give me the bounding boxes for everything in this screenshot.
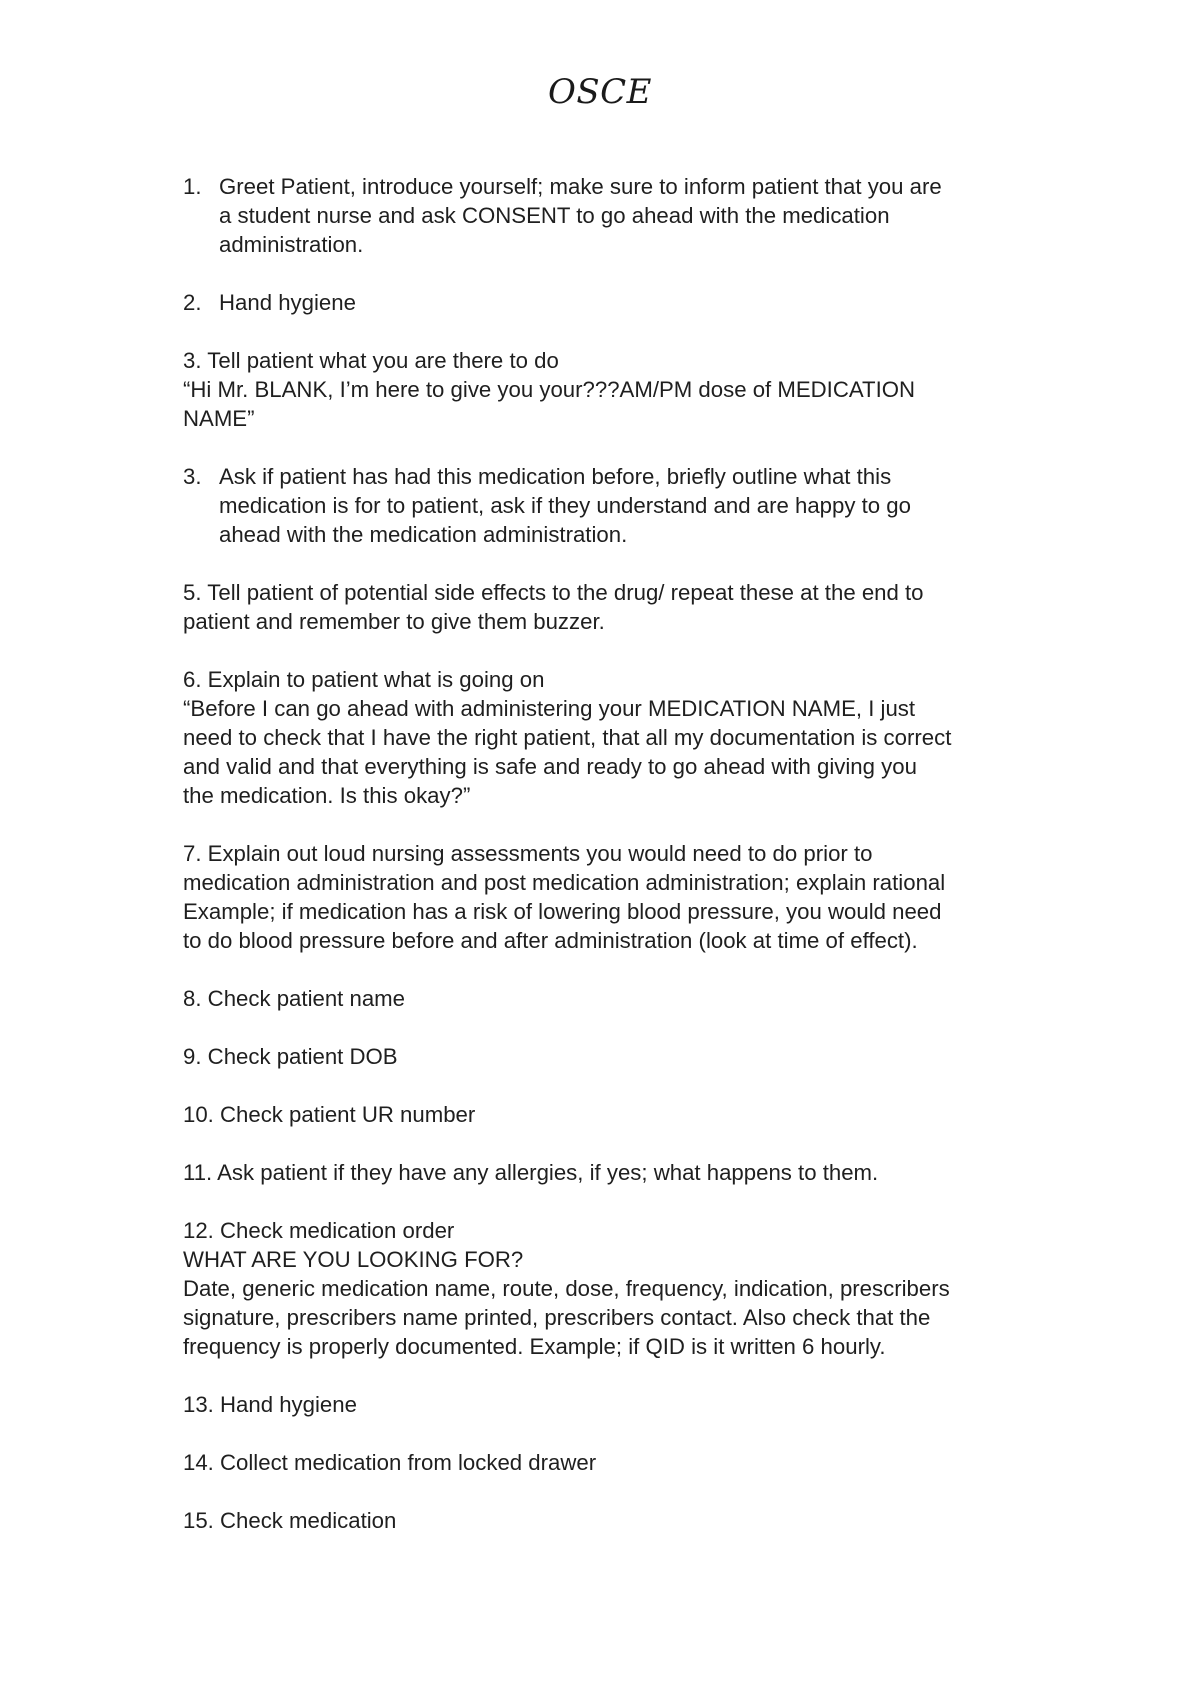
item-line: 3. Tell patient what you are there to do: [183, 348, 559, 373]
item-line: to do blood pressure before and after administration (look at time of effect).: [183, 928, 918, 953]
list-item: [183, 1390, 1043, 1419]
list-item: [183, 288, 1043, 317]
list-item: [183, 665, 1043, 810]
item-number: 1.: [183, 174, 202, 199]
list-item: [183, 1216, 1043, 1361]
item-line: administration.: [219, 232, 364, 257]
list-item: [183, 1158, 1043, 1187]
item-line: 6. Explain to patient what is going on: [183, 667, 545, 692]
item-line: Ask if patient has had this medication before, briefly outline what this: [219, 464, 892, 489]
item-line: frequency is properly documented. Example; if QID is it written 6 hourly.: [183, 1334, 886, 1359]
list-item: [183, 1448, 1043, 1477]
item-line: medication is for to patient, ask if they understand and are happy to go: [219, 493, 911, 518]
item-number: 2.: [183, 290, 202, 315]
list-item: [183, 839, 1043, 955]
item-line: 14. Collect medication from locked drawer: [183, 1450, 597, 1475]
item-line: need to check that I have the right patient, that all my documentation is correct: [183, 725, 952, 750]
item-line: “Before I can go ahead with administering your MEDICATION NAME, I just: [183, 696, 916, 721]
item-line: Hand hygiene: [219, 290, 356, 315]
item-line: 13. Hand hygiene: [183, 1392, 357, 1417]
item-line: Greet Patient, introduce yourself; make sure to inform patient that you are: [219, 174, 942, 199]
item-line: 11. Ask patient if they have any allergies, if yes; what happens to them.: [183, 1160, 879, 1185]
item-line: medication administration and post medication administration; explain rational: [183, 870, 946, 895]
item-line: patient and remember to give them buzzer.: [183, 609, 605, 634]
item-line: 10. Check patient UR number: [183, 1102, 476, 1127]
item-line: 7. Explain out loud nursing assessments you would need to do prior to: [183, 841, 873, 866]
page-title: OSCE: [548, 72, 652, 112]
list-item: [183, 346, 1043, 433]
item-line: signature, prescribers name printed, prescribers contact. Also check that the: [183, 1305, 931, 1330]
item-line: 12. Check medication order: [183, 1218, 455, 1243]
list-item: [183, 984, 1043, 1013]
item-line: WHAT ARE YOU LOOKING FOR?: [183, 1247, 524, 1272]
item-line: 8. Check patient name: [183, 986, 406, 1011]
list-item: [183, 1042, 1043, 1071]
item-line: 15. Check medication: [183, 1508, 397, 1533]
list-item: [183, 172, 1043, 259]
item-line: 5. Tell patient of potential side effects to the drug/ repeat these at the end to: [183, 580, 924, 605]
item-line: ahead with the medication administration.: [219, 522, 628, 547]
item-number: 3.: [183, 464, 202, 489]
list-item: [183, 578, 1043, 636]
item-line: a student nurse and ask CONSENT to go ahead with the medication: [219, 203, 890, 228]
list-item: [183, 1100, 1043, 1129]
item-line: 9. Check patient DOB: [183, 1044, 398, 1069]
item-line: and valid and that everything is safe and ready to go ahead with giving you: [183, 754, 917, 779]
item-line: Example; if medication has a risk of lowering blood pressure, you would need: [183, 899, 942, 924]
list-item: [183, 462, 1043, 549]
list-item: [183, 1506, 1043, 1535]
item-line: Date, generic medication name, route, dose, frequency, indication, prescribers: [183, 1276, 950, 1301]
document-body: [183, 172, 1043, 1564]
item-line: the medication. Is this okay?”: [183, 783, 471, 808]
item-line: NAME”: [183, 406, 255, 431]
item-line: “Hi Mr. BLANK, I’m here to give you your???AM/PM dose of MEDICATION: [183, 377, 916, 402]
